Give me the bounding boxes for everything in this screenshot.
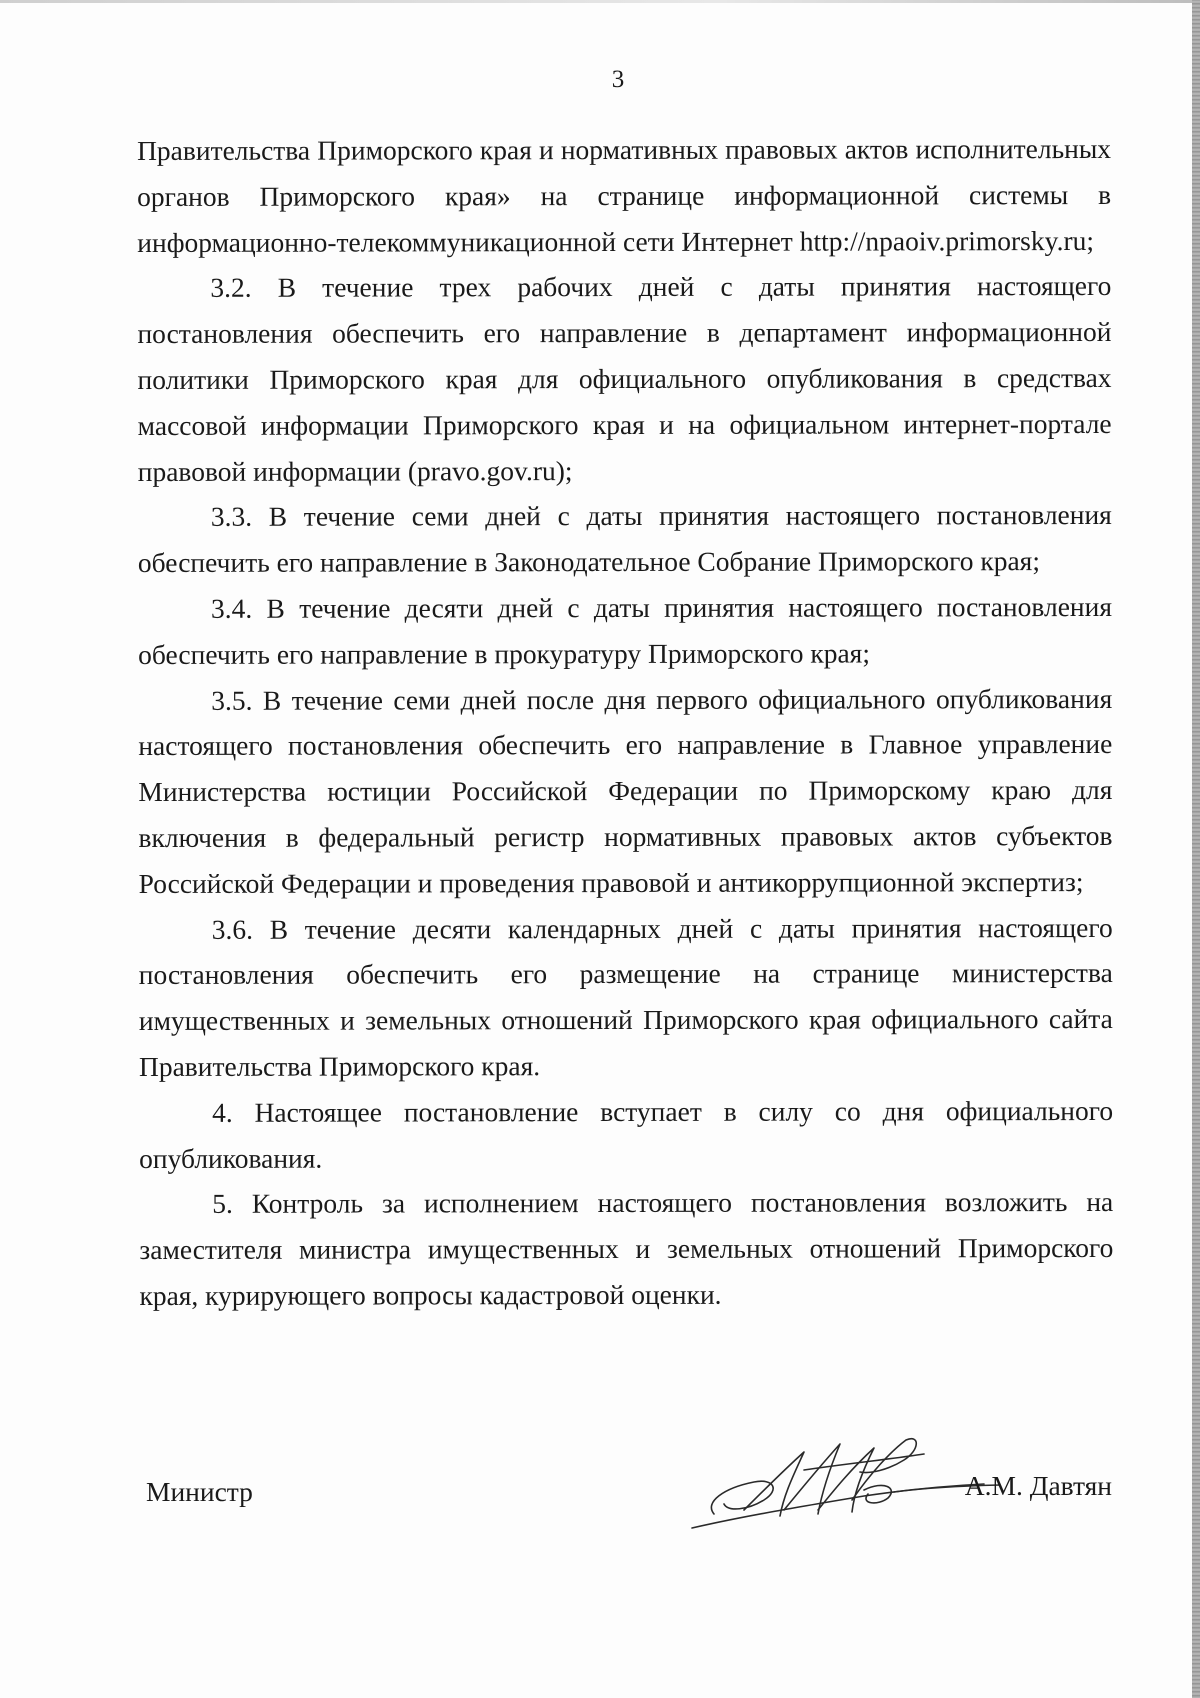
paragraph-3-5: 3.5. В течение семи дней после дня первого официального опубликования настоящего постановления обеспечить его направление в Главное управление Министерства юстиции Российской Федерации по Приморскому краю для включения в федеральный регистр нормативных правовых актов субъектов Российской Федерации и проведения правовой и антикоррупционной экспертиз; bbox=[138, 682, 1113, 899]
paragraph-3-6: 3.6. В течение десяти календарных дней с даты принятия настоящего постановления обеспечить его размещение на странице министерства имущественных и земельных отношений Приморского края официального сайта Правительства Приморского края. bbox=[138, 911, 1113, 1082]
paragraph-4: 4. Настоящее постановление вступает в силу со дня официального опубликования. bbox=[139, 1094, 1114, 1174]
signatory-name: А.М. Давтян bbox=[964, 1470, 1112, 1501]
paragraph-3-4: 3.4. В течение десяти дней с даты принятия настоящего постановления обеспечить его направление в прокуратуру Приморского края; bbox=[138, 590, 1113, 670]
paragraph-3-2: 3.2. В течение трех рабочих дней с даты принятия настоящего постановления обеспечить его направление в департамент информационной политики Приморского края для официального опубликования в средствах массовой информации Приморского края и на официальном интернет-портале правовой информации (pravo.gov.ru); bbox=[137, 270, 1112, 487]
document-body bbox=[137, 126, 1113, 1319]
signature-block bbox=[146, 1430, 1112, 1550]
scan-edge-top bbox=[0, 0, 1200, 3]
scan-edge-right bbox=[1192, 0, 1200, 1698]
signatory-title: Министр bbox=[146, 1476, 253, 1507]
page-number: 3 bbox=[611, 66, 625, 93]
paragraph-3-3: 3.3. В течение семи дней с даты принятия настоящего постановления обеспечить его направление в Законодательное Собрание Приморского края; bbox=[137, 499, 1112, 579]
paragraph-continuation: Правительства Приморского края и нормативных правовых актов исполнительных органов Приморского края» на странице информационной системы в информационно-телекоммуникационной сети Интернет http://npaoiv.primorsky.ru; bbox=[137, 132, 1112, 258]
paragraph-5: 5. Контроль за исполнением настоящего постановления возложить на заместителя министра имущественных и земельных отношений Приморского края, курирующего вопросы кадастровой оценки. bbox=[139, 1186, 1114, 1311]
